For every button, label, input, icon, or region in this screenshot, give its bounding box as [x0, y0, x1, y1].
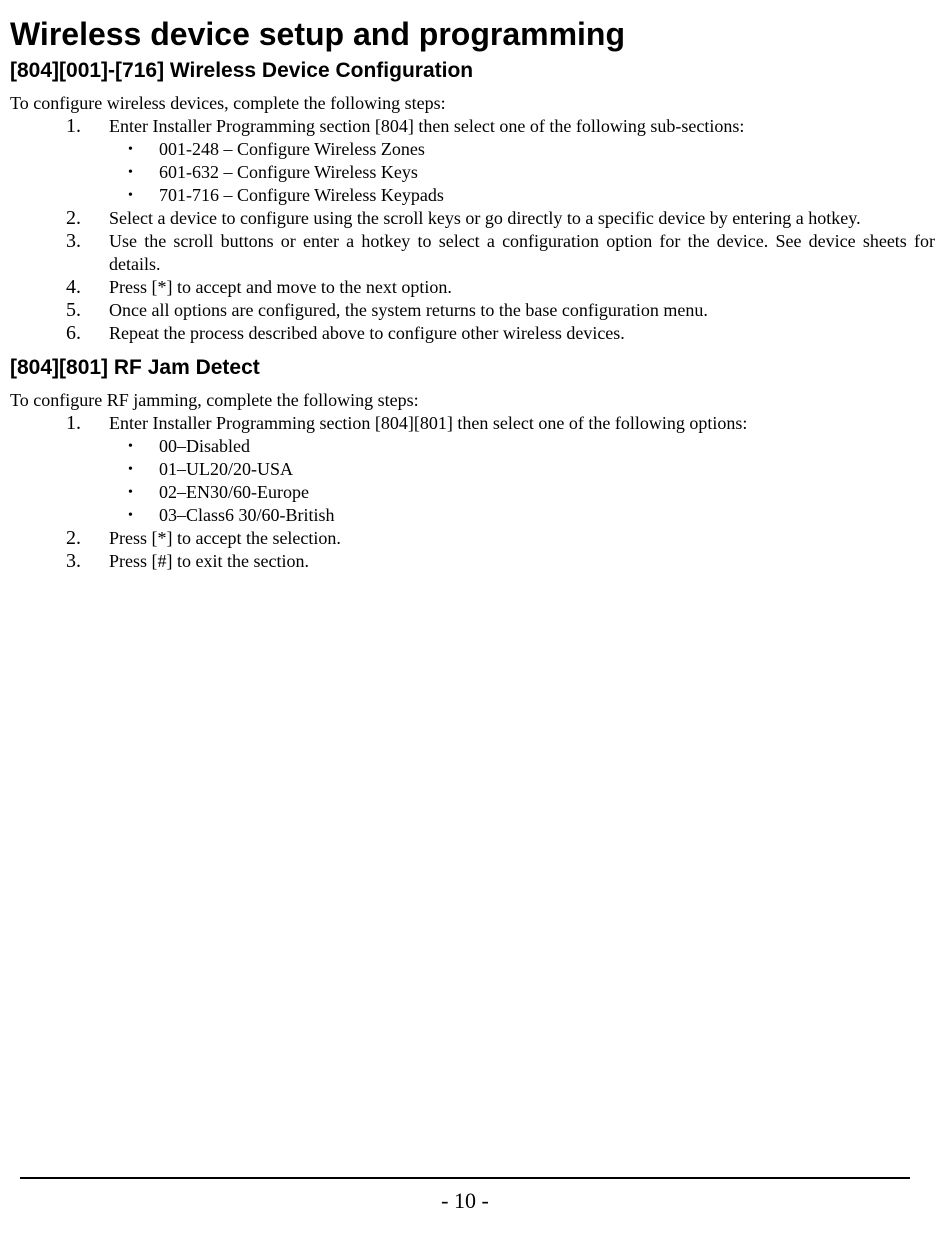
step-text: Press [#] to exit the section. — [109, 551, 309, 571]
step-item — [10, 527, 935, 550]
bullet-icon: • — [128, 188, 133, 203]
sub-section-text: 701-716 – Configure Wireless Keypads — [159, 185, 444, 205]
sub-section-item — [109, 161, 935, 184]
bullet-icon: • — [128, 508, 133, 523]
step-text: Press [*] to accept and move to the next option. — [109, 277, 452, 297]
document-page — [10, 14, 935, 573]
step-text: Enter Installer Programming section [804][801] then select one of the following options: — [109, 413, 748, 433]
option-text: 00–Disabled — [159, 436, 250, 456]
step-item — [10, 230, 935, 276]
bullet-icon: • — [128, 439, 133, 454]
step-number: 5. — [66, 299, 81, 321]
bullet-icon: • — [128, 142, 133, 157]
bullet-icon: • — [128, 462, 133, 477]
step-item — [10, 412, 935, 527]
step-number: 4. — [66, 276, 81, 298]
step-text: Repeat the process described above to configure other wireless devices. — [109, 323, 625, 343]
step-item — [10, 115, 935, 207]
section-intro: To configure wireless devices, complete the following steps: — [10, 93, 446, 113]
step-text: Enter Installer Programming section [804] then select one of the following sub-sections: — [109, 116, 745, 136]
step-text: Once all options are configured, the system returns to the base configuration menu. — [109, 300, 708, 320]
step-number: 3. — [66, 230, 81, 252]
step-text: Select a device to configure using the scroll keys or go directly to a specific device by entering a hotkey. — [109, 208, 861, 228]
step-number: 1. — [66, 115, 81, 137]
step-item — [10, 276, 935, 299]
step-number: 3. — [66, 550, 81, 572]
step-number: 2. — [66, 207, 81, 229]
option-item — [109, 435, 935, 458]
option-text: 02–EN30/60-Europe — [159, 482, 309, 502]
section-intro: To configure RF jamming, complete the following steps: — [10, 390, 419, 410]
bullet-icon: • — [128, 485, 133, 500]
option-item — [109, 504, 935, 527]
steps-list — [10, 115, 935, 345]
page-number: - 10 - — [441, 1188, 489, 1213]
option-list — [109, 435, 935, 527]
section-heading-rf-jam: [804][801] RF Jam Detect — [10, 356, 260, 379]
step-text: Press [*] to accept the selection. — [109, 528, 341, 548]
section-wireless-device-configuration — [10, 58, 935, 345]
step-number: 1. — [66, 412, 81, 434]
sub-section-list — [109, 138, 935, 207]
step-item — [10, 207, 935, 230]
bullet-icon: • — [128, 165, 133, 180]
step-item — [10, 322, 935, 345]
option-text: 01–UL20/20-USA — [159, 459, 293, 479]
sub-section-item — [109, 138, 935, 161]
sub-section-item — [109, 184, 935, 207]
steps-list — [10, 412, 935, 573]
step-text: Use the scroll buttons or enter a hotkey to select a configuration option for the device. See device sheets for details. — [109, 231, 935, 274]
section-heading-wireless-config: [804][001]-[716] Wireless Device Configuration — [10, 59, 474, 82]
step-number: 2. — [66, 527, 81, 549]
section-rf-jam-detect — [10, 355, 935, 573]
step-item — [10, 299, 935, 322]
option-item — [109, 458, 935, 481]
sub-section-text: 001-248 – Configure Wireless Zones — [159, 139, 425, 159]
option-item — [109, 481, 935, 504]
page-title: Wireless device setup and programming — [10, 16, 625, 52]
step-item — [10, 550, 935, 573]
sub-section-text: 601-632 – Configure Wireless Keys — [159, 162, 418, 182]
step-number: 6. — [66, 322, 81, 344]
footer-divider — [20, 1177, 910, 1179]
option-text: 03–Class6 30/60-British — [159, 505, 335, 525]
